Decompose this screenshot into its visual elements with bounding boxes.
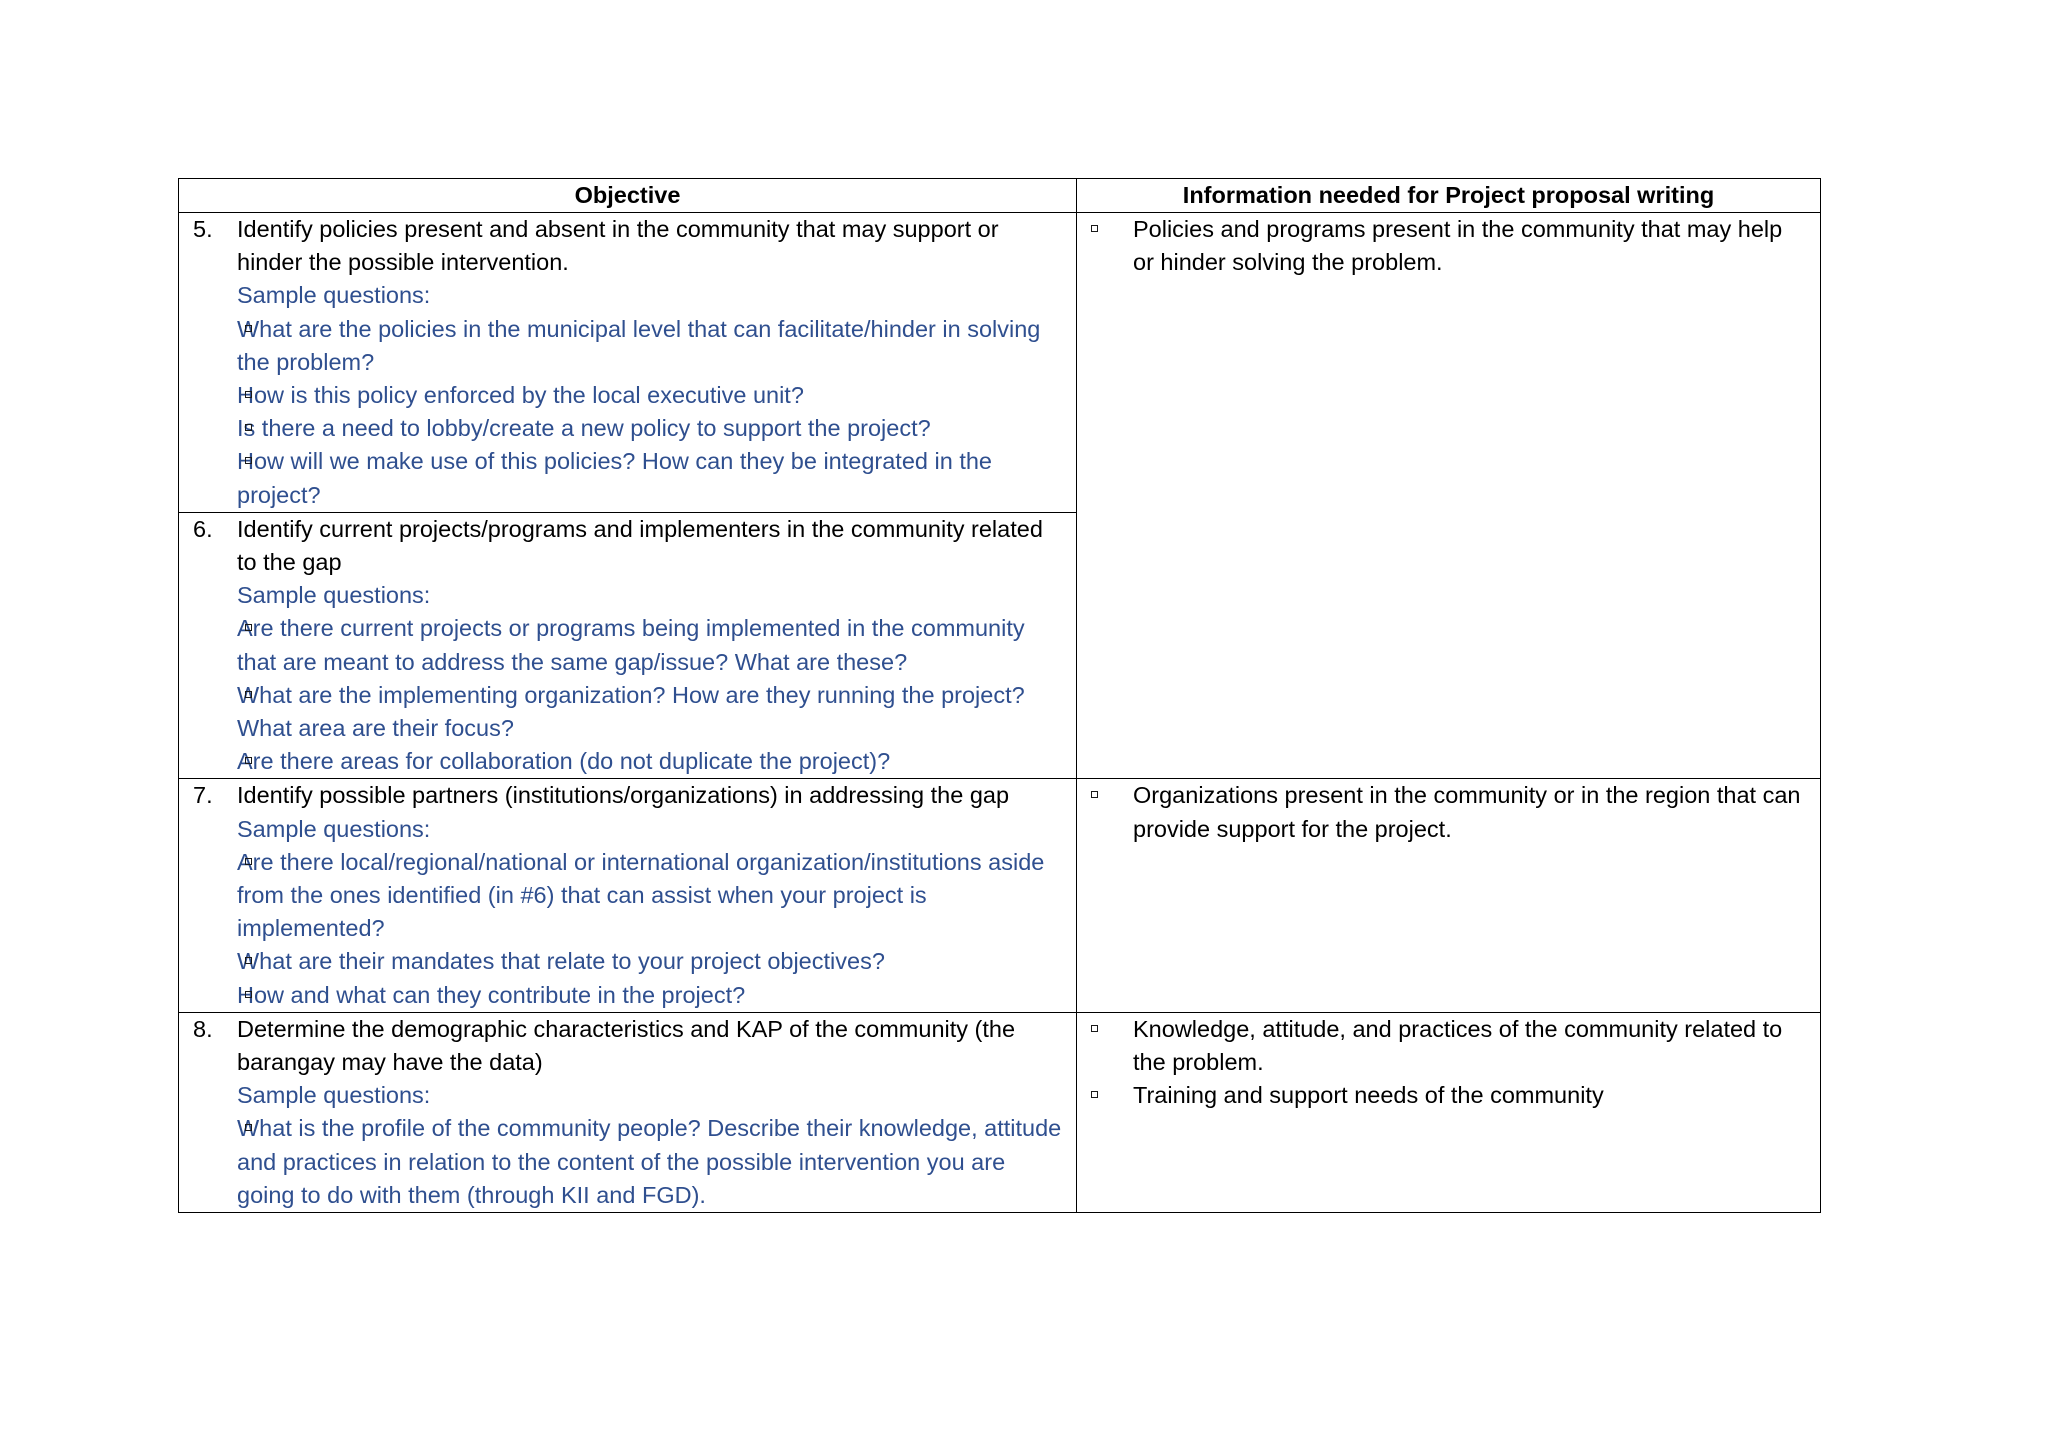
list-item xyxy=(179,612,1076,678)
question-text: Are there areas for collaboration (do not duplicate the project)? xyxy=(237,748,891,775)
square-bullet-icon xyxy=(245,957,252,964)
question-text: How will we make use of this policies? How can they be integrated in the project? xyxy=(237,448,992,508)
info-cell xyxy=(1077,779,1821,1012)
question-text: Are there local/regional/national or international organization/institutions aside from the ones identified (in #6) that can assist when your project is implemented? xyxy=(237,848,1045,942)
question-text: What are their mandates that relate to your project objectives? xyxy=(237,948,885,975)
info-list xyxy=(1077,779,1820,845)
square-bullet-icon xyxy=(1091,791,1098,798)
question-text: How is this policy enforced by the local executive unit? xyxy=(237,382,804,409)
square-bullet-icon xyxy=(245,457,252,464)
list-item xyxy=(179,445,1076,511)
question-text: How and what can they contribute in the project? xyxy=(237,981,746,1008)
sample-questions-label: Sample questions: xyxy=(237,282,431,309)
table-row xyxy=(179,1012,1821,1212)
square-bullet-icon xyxy=(245,858,252,865)
square-bullet-icon xyxy=(1091,1025,1098,1032)
objective-cell xyxy=(179,779,1077,1012)
objective-text: Determine the demographic characteristics and KAP of the community (the barangay may have the data) xyxy=(237,1015,1016,1076)
square-bullet-icon xyxy=(245,325,252,332)
list-item xyxy=(179,846,1076,946)
table-row xyxy=(179,779,1821,1012)
question-text: What are the policies in the municipal level that can facilitate/hinder in solving the problem? xyxy=(237,315,1041,375)
sample-questions-label: Sample questions: xyxy=(237,815,431,842)
question-text: What are the implementing organization? How are they running the project? What area are their focus? xyxy=(237,681,1025,742)
objective-cell xyxy=(179,1012,1077,1212)
objective-number: 8. xyxy=(193,1015,213,1042)
info-cell xyxy=(1077,1012,1821,1212)
info-list xyxy=(1077,213,1820,279)
list-item xyxy=(179,979,1076,1012)
objectives-table xyxy=(178,178,1821,1213)
objective-number: 5. xyxy=(193,216,213,242)
question-text: What is the profile of the community people? Describe their knowledge, attitude and practices in relation to the content of the possible intervention you are going to do with them (through KII and FGD). xyxy=(237,1115,1062,1208)
square-bullet-icon xyxy=(245,991,252,998)
square-bullet-icon xyxy=(245,691,252,698)
square-bullet-icon xyxy=(1091,225,1098,232)
list-item xyxy=(1077,779,1820,845)
objective-cell xyxy=(179,512,1077,779)
list-item xyxy=(179,679,1076,745)
info-list xyxy=(1077,1013,1820,1113)
header-objective: Objective xyxy=(179,179,1077,213)
objective-cell xyxy=(179,213,1077,513)
list-item xyxy=(1077,213,1820,279)
info-cell xyxy=(1077,213,1821,779)
sample-questions-list xyxy=(179,612,1076,778)
objective-number: 6. xyxy=(193,515,213,542)
list-item xyxy=(179,379,1076,412)
square-bullet-icon xyxy=(1091,1091,1098,1098)
info-text: Organizations present in the community or in the region that can provide support for the project. xyxy=(1133,782,1801,842)
objective-text: Identify current projects/programs and implementers in the community related to the gap xyxy=(237,515,1043,576)
square-bullet-icon xyxy=(245,624,252,631)
sample-questions-list xyxy=(179,313,1076,512)
sample-questions-list xyxy=(179,846,1076,1012)
objective-text: Identify possible partners (institutions/organizations) in addressing the gap xyxy=(237,782,1010,809)
info-text: Knowledge, attitude, and practices of the community related to the problem. xyxy=(1133,1015,1783,1076)
list-item xyxy=(1077,1013,1820,1079)
list-item xyxy=(179,745,1076,778)
question-text: Is there a need to lobby/create a new policy to support the project? xyxy=(237,415,931,442)
list-item xyxy=(179,412,1076,445)
list-item xyxy=(179,1112,1076,1212)
list-item xyxy=(179,313,1076,379)
square-bullet-icon xyxy=(245,391,252,398)
sample-questions-list xyxy=(179,1112,1076,1212)
square-bullet-icon xyxy=(245,757,252,764)
info-text: Training and support needs of the community xyxy=(1133,1082,1604,1109)
list-item xyxy=(1077,1079,1820,1112)
header-row xyxy=(179,179,1821,213)
objective-number: 7. xyxy=(193,782,213,809)
list-item xyxy=(179,945,1076,978)
sample-questions-label: Sample questions: xyxy=(237,1082,431,1109)
square-bullet-icon xyxy=(245,1124,252,1131)
info-text: Policies and programs present in the community that may help or hinder solving the problem. xyxy=(1133,216,1783,276)
square-bullet-icon xyxy=(245,424,252,431)
objective-text: Identify policies present and absent in the community that may support or hinder the possible intervention. xyxy=(237,216,999,276)
question-text: Are there current projects or programs being implemented in the community that are meant to address the same gap/issue? What are these? xyxy=(237,615,1025,675)
table-row xyxy=(179,213,1821,513)
header-information-needed: Information needed for Project proposal writing xyxy=(1077,179,1821,213)
sample-questions-label: Sample questions: xyxy=(237,582,431,609)
